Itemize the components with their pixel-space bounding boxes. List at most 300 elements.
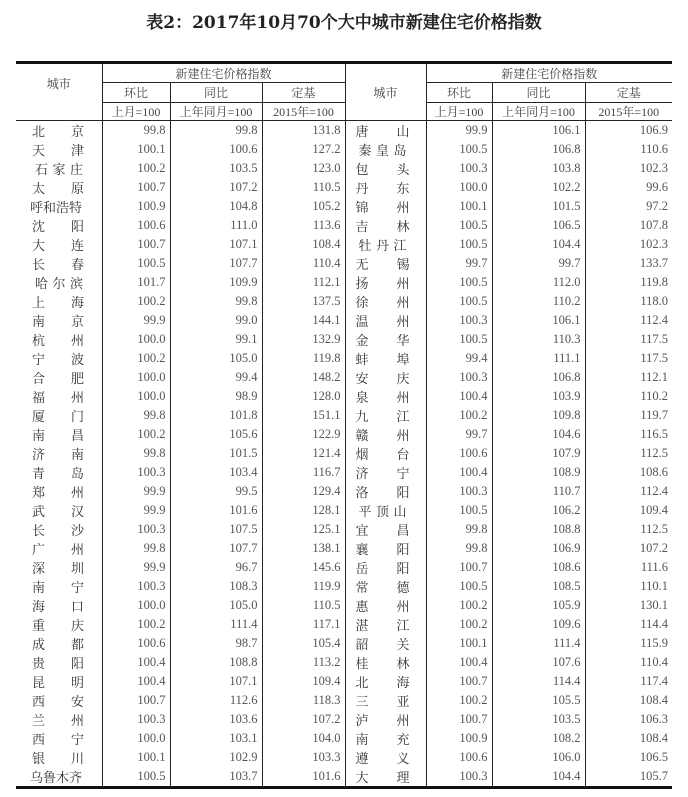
city-name: 牡丹江: [358, 239, 407, 254]
table-row: [16, 387, 672, 406]
huanbi-cell-right: 100.1: [426, 634, 492, 653]
dingji-cell-right: 115.9: [640, 636, 669, 650]
city-name: 厦门: [32, 410, 84, 425]
dingji-cell-right: 108.4: [639, 731, 669, 745]
dingji-cell-left: 110.5: [262, 596, 345, 615]
tongbi-cell-right: 107.9: [492, 444, 585, 463]
city-name: 泸州: [355, 714, 410, 729]
dingji-cell-left: 132.9: [262, 330, 345, 349]
huanbi-cell-left: 100.3: [102, 577, 170, 596]
city-name: 无锡: [355, 258, 410, 273]
city-cell-right: [345, 311, 426, 330]
dingji-cell-right: 102.3: [639, 237, 669, 251]
dingji-cell-left: 119.9: [262, 577, 345, 596]
table-row: [16, 121, 672, 141]
tongbi-cell-left: 98.9: [170, 387, 262, 406]
dingji-cell-right: 118.0: [640, 294, 669, 308]
city-cell-left: [16, 577, 102, 596]
huanbi-cell-right: 100.2: [426, 406, 492, 425]
city-name: 湛江: [355, 619, 410, 634]
tongbi-cell-right: 114.4: [492, 672, 585, 691]
city-cell-right: [345, 482, 426, 501]
huanbi-cell-left: 99.8: [102, 444, 170, 463]
table-row: [16, 311, 672, 330]
city-cell-right: [345, 387, 426, 406]
city-cell-right: [345, 615, 426, 634]
city-name: 扬州: [355, 277, 410, 292]
dingji-cell-left: 145.6: [262, 558, 345, 577]
city-name: 杭州: [32, 334, 84, 349]
huanbi-cell-right: 100.5: [426, 216, 492, 235]
huanbi-cell-right: 100.4: [426, 463, 492, 482]
huanbi-cell-left: 100.4: [102, 672, 170, 691]
city-name: 哈尔滨: [35, 277, 83, 292]
city-cell-left: [16, 254, 102, 273]
city-name: 九江: [355, 410, 410, 425]
dingji-cell-left: 144.1: [262, 311, 345, 330]
huanbi-cell-left: 100.0: [102, 330, 170, 349]
huanbi-cell-left: 101.7: [102, 273, 170, 292]
dingji-cell-right: 112.1: [640, 370, 669, 384]
table-row: [16, 235, 672, 254]
huanbi-cell-right: 100.5: [426, 235, 492, 254]
huanbi-cell-left: 100.1: [102, 748, 170, 767]
tongbi-cell-right: 106.1: [492, 311, 585, 330]
city-cell-left: [16, 311, 102, 330]
tongbi-cell-left: 107.7: [170, 539, 262, 558]
huanbi-cell-right: 99.9: [426, 121, 492, 141]
huanbi-cell-right: 100.5: [426, 501, 492, 520]
table-row: [16, 634, 672, 653]
table-row: [16, 691, 672, 710]
huanbi-cell-left: 99.8: [102, 406, 170, 425]
city-name: 丹东: [355, 182, 410, 197]
dingji-cell-right: 97.2: [646, 199, 669, 213]
city-cell-right: [345, 406, 426, 425]
dingji-cell-left: 116.7: [262, 463, 345, 482]
table-row: [16, 653, 672, 672]
city-cell-left: [16, 463, 102, 482]
dingji-cell-left: 128.1: [262, 501, 345, 520]
city-cell-left: [16, 634, 102, 653]
dingji-cell-right: 117.4: [640, 674, 669, 688]
city-name: 蚌埠: [355, 353, 410, 368]
tongbi-cell-right: 103.5: [492, 710, 585, 729]
city-cell-left: [16, 235, 102, 254]
city-name: 广州: [32, 543, 84, 558]
column-header-dingji-right: 定基: [585, 83, 672, 103]
city-cell-right: [345, 596, 426, 615]
dingji-cell-right: 116.5: [640, 427, 669, 441]
huanbi-cell-right: 100.5: [426, 577, 492, 596]
huanbi-cell-right: 100.3: [426, 159, 492, 178]
city-cell-left: [16, 292, 102, 311]
city-name: 北海: [355, 676, 410, 691]
city-cell-right: [345, 178, 426, 197]
base-label-dingji-left: 2015年=100: [262, 103, 345, 121]
city-cell-left: [16, 387, 102, 406]
city-cell-left: [16, 691, 102, 710]
city-name: 韶关: [355, 638, 410, 653]
huanbi-cell-left: 100.9: [102, 197, 170, 216]
dingji-cell-left: 117.1: [262, 615, 345, 634]
city-name: 烟台: [355, 448, 410, 463]
table-row: [16, 140, 672, 159]
city-name: 惠州: [355, 600, 410, 615]
base-label-huanbi-right: 上月=100: [426, 103, 492, 121]
tongbi-cell-right: 111.4: [492, 634, 585, 653]
dingji-cell-left: 113.2: [262, 653, 345, 672]
tongbi-cell-right: 108.5: [492, 577, 585, 596]
huanbi-cell-right: 100.6: [426, 748, 492, 767]
huanbi-cell-left: 100.0: [102, 368, 170, 387]
tongbi-cell-right: 109.8: [492, 406, 585, 425]
city-name: 长春: [32, 258, 84, 273]
city-name: 徐州: [355, 296, 410, 311]
city-cell-right: [345, 520, 426, 539]
city-name: 岳阳: [355, 562, 410, 577]
table-row: [16, 254, 672, 273]
dingji-cell-right: 111.6: [640, 560, 669, 574]
tongbi-cell-left: 101.5: [170, 444, 262, 463]
huanbi-cell-right: 100.4: [426, 653, 492, 672]
huanbi-cell-left: 99.9: [102, 558, 170, 577]
tongbi-cell-right: 110.7: [492, 482, 585, 501]
city-cell-right: [345, 273, 426, 292]
tongbi-cell-right: 102.2: [492, 178, 585, 197]
huanbi-cell-right: 100.3: [426, 311, 492, 330]
city-name: 唐山: [355, 125, 410, 140]
dingji-cell-right: 117.5: [640, 332, 669, 346]
huanbi-cell-right: 100.0: [426, 178, 492, 197]
tongbi-cell-right: 103.8: [492, 159, 585, 178]
tongbi-cell-left: 107.1: [170, 672, 262, 691]
huanbi-cell-left: 100.2: [102, 349, 170, 368]
huanbi-cell-left: 100.6: [102, 216, 170, 235]
city-name: 武汉: [32, 505, 84, 520]
tongbi-cell-left: 103.6: [170, 710, 262, 729]
tongbi-cell-right: 106.5: [492, 216, 585, 235]
city-cell-right: [345, 558, 426, 577]
huanbi-cell-left: 100.0: [102, 729, 170, 748]
tongbi-cell-left: 98.7: [170, 634, 262, 653]
tongbi-cell-left: 96.7: [170, 558, 262, 577]
dingji-cell-right: 107.8: [639, 218, 669, 232]
city-name: 西安: [32, 695, 84, 710]
table-row: [16, 349, 672, 368]
table-row: [16, 216, 672, 235]
tongbi-cell-left: 103.4: [170, 463, 262, 482]
tongbi-cell-left: 112.6: [170, 691, 262, 710]
table-row: [16, 672, 672, 691]
column-header-tongbi-left: 同比: [170, 83, 262, 103]
tongbi-cell-left: 99.1: [170, 330, 262, 349]
city-cell-left: [16, 710, 102, 729]
city-cell-right: [345, 159, 426, 178]
dingji-cell-right: 110.2: [640, 389, 669, 403]
huanbi-cell-left: 100.7: [102, 691, 170, 710]
city-cell-right: [345, 767, 426, 788]
huanbi-cell-right: 99.7: [426, 425, 492, 444]
city-name: 北京: [32, 125, 84, 140]
city-name: 济宁: [355, 467, 410, 482]
dingji-cell-left: 105.2: [262, 197, 345, 216]
huanbi-cell-right: 100.5: [426, 140, 492, 159]
huanbi-cell-right: 100.3: [426, 368, 492, 387]
city-name: 襄阳: [355, 543, 410, 558]
tongbi-cell-right: 104.4: [492, 767, 585, 788]
huanbi-cell-right: 100.1: [426, 197, 492, 216]
tongbi-cell-right: 99.7: [492, 254, 585, 273]
city-cell-left: [16, 444, 102, 463]
column-header-dingji-left: 定基: [262, 83, 345, 103]
city-cell-left: [16, 368, 102, 387]
tongbi-cell-left: 111.0: [170, 216, 262, 235]
city-cell-left: [16, 159, 102, 178]
base-label-dingji-right: 2015年=100: [585, 103, 672, 121]
tongbi-cell-left: 103.1: [170, 729, 262, 748]
tongbi-cell-right: 112.0: [492, 273, 585, 292]
huanbi-cell-left: 99.8: [102, 539, 170, 558]
dingji-cell-right: 108.4: [639, 693, 669, 707]
tongbi-cell-left: 102.9: [170, 748, 262, 767]
city-name: 天津: [32, 144, 84, 159]
city-cell-right: [345, 140, 426, 159]
tongbi-cell-left: 103.7: [170, 767, 262, 788]
city-cell-left: [16, 216, 102, 235]
city-name: 秦皇岛: [358, 144, 407, 159]
city-cell-right: [345, 121, 426, 141]
table-row: [16, 539, 672, 558]
table-row: [16, 558, 672, 577]
city-name: 深圳: [32, 562, 84, 577]
table-row: [16, 178, 672, 197]
huanbi-cell-right: 100.7: [426, 710, 492, 729]
dingji-cell-right: 108.6: [639, 465, 669, 479]
dingji-cell-right: 106.3: [639, 712, 669, 726]
city-cell-left: [16, 121, 102, 141]
city-name: 南充: [355, 733, 410, 748]
dingji-cell-right: 106.9: [639, 123, 669, 137]
group-header-left: 新建住宅价格指数: [102, 63, 345, 83]
table-row: [16, 767, 672, 788]
city-cell-left: [16, 330, 102, 349]
huanbi-cell-left: 100.7: [102, 178, 170, 197]
base-label-tongbi-right: 上年同月=100: [492, 103, 585, 121]
huanbi-cell-left: 100.5: [102, 254, 170, 273]
city-name: 郑州: [32, 486, 84, 501]
tongbi-cell-left: 99.8: [170, 121, 262, 141]
city-name: 赣州: [355, 429, 410, 444]
city-name: 石家庄: [35, 163, 83, 178]
huanbi-cell-right: 100.7: [426, 558, 492, 577]
dingji-cell-right: 110.6: [640, 142, 669, 156]
city-cell-left: [16, 273, 102, 292]
table-row: [16, 330, 672, 349]
city-name: 洛阳: [355, 486, 410, 501]
tongbi-cell-left: 108.8: [170, 653, 262, 672]
city-name: 沈阳: [32, 220, 84, 235]
tongbi-cell-right: 106.1: [492, 121, 585, 141]
dingji-cell-left: 119.8: [262, 349, 345, 368]
base-label-tongbi-left: 上年同月=100: [170, 103, 262, 121]
city-name: 济南: [32, 448, 84, 463]
dingji-cell-right: 99.6: [646, 180, 669, 194]
column-header-city-left-spacer: [16, 103, 102, 121]
city-cell-left: [16, 615, 102, 634]
tongbi-cell-left: 99.5: [170, 482, 262, 501]
city-cell-right: [345, 368, 426, 387]
table-row: [16, 596, 672, 615]
city-cell-left: [16, 520, 102, 539]
city-name: 遵义: [355, 752, 410, 767]
dingji-cell-left: 128.0: [262, 387, 345, 406]
dingji-cell-right: 114.4: [640, 617, 669, 631]
city-name: 重庆: [32, 619, 84, 634]
tongbi-cell-right: 105.5: [492, 691, 585, 710]
city-cell-left: [16, 501, 102, 520]
dingji-cell-left: 122.9: [262, 425, 345, 444]
tongbi-cell-right: 110.2: [492, 292, 585, 311]
city-name: 银川: [32, 752, 84, 767]
dingji-cell-left: 113.6: [262, 216, 345, 235]
city-name: 包头: [355, 163, 410, 178]
tongbi-cell-right: 103.9: [492, 387, 585, 406]
city-name: 锦州: [355, 201, 410, 216]
dingji-cell-left: 105.4: [262, 634, 345, 653]
dingji-cell-right: 119.8: [640, 275, 669, 289]
tongbi-cell-right: 105.9: [492, 596, 585, 615]
huanbi-cell-right: 100.2: [426, 615, 492, 634]
dingji-cell-left: 123.0: [262, 159, 345, 178]
city-cell-left: [16, 767, 102, 788]
huanbi-cell-right: 99.7: [426, 254, 492, 273]
dingji-cell-right: 112.4: [640, 484, 669, 498]
table-row: [16, 501, 672, 520]
dingji-cell-left: 148.2: [262, 368, 345, 387]
city-cell-right: [345, 501, 426, 520]
table-row: [16, 406, 672, 425]
city-name: 吉林: [355, 220, 410, 235]
dingji-cell-left: 129.4: [262, 482, 345, 501]
dingji-cell-left: 118.3: [262, 691, 345, 710]
dingji-cell-right: 133.7: [639, 256, 669, 270]
city-name: 兰州: [32, 714, 84, 729]
table-row: [16, 368, 672, 387]
table-row: [16, 273, 672, 292]
city-cell-left: [16, 425, 102, 444]
price-index-table: [16, 61, 672, 789]
city-name: 大连: [32, 239, 84, 254]
city-cell-right: [345, 729, 426, 748]
city-name: 西宁: [32, 733, 84, 748]
city-cell-left: [16, 197, 102, 216]
city-name: 南宁: [32, 581, 84, 596]
table-row: [16, 197, 672, 216]
city-name: 温州: [355, 315, 410, 330]
tongbi-cell-right: 108.8: [492, 520, 585, 539]
dingji-cell-left: 125.1: [262, 520, 345, 539]
city-name: 昆明: [32, 676, 84, 691]
city-name: 宜昌: [355, 524, 410, 539]
city-name: 宁波: [32, 353, 84, 368]
tongbi-cell-left: 107.7: [170, 254, 262, 273]
city-name: 乌鲁木齐: [30, 771, 83, 786]
huanbi-cell-right: 100.3: [426, 767, 492, 788]
tongbi-cell-right: 101.5: [492, 197, 585, 216]
column-header-huanbi-left: 环比: [102, 83, 170, 103]
city-cell-left: [16, 406, 102, 425]
huanbi-cell-right: 100.5: [426, 273, 492, 292]
dingji-cell-left: 110.5: [262, 178, 345, 197]
city-name: 成都: [32, 638, 84, 653]
table-row: [16, 159, 672, 178]
tongbi-cell-right: 111.1: [492, 349, 585, 368]
city-cell-left: [16, 558, 102, 577]
city-cell-left: [16, 653, 102, 672]
huanbi-cell-right: 100.2: [426, 596, 492, 615]
huanbi-cell-right: 100.7: [426, 672, 492, 691]
city-cell-right: [345, 634, 426, 653]
tongbi-cell-left: 101.8: [170, 406, 262, 425]
city-cell-right: [345, 710, 426, 729]
dingji-cell-right: 107.2: [639, 541, 669, 555]
tongbi-cell-left: 109.9: [170, 273, 262, 292]
city-name: 南京: [32, 315, 84, 330]
city-cell-left: [16, 539, 102, 558]
base-label-huanbi-left: 上月=100: [102, 103, 170, 121]
huanbi-cell-left: 100.7: [102, 235, 170, 254]
table-row: [16, 615, 672, 634]
city-name: 大理: [355, 771, 410, 786]
dingji-cell-left: 109.4: [262, 672, 345, 691]
tongbi-cell-left: 99.8: [170, 292, 262, 311]
city-cell-left: [16, 596, 102, 615]
tongbi-cell-left: 107.2: [170, 178, 262, 197]
city-cell-right: [345, 577, 426, 596]
city-cell-right: [345, 216, 426, 235]
table-row: [16, 482, 672, 501]
city-cell-right: [345, 748, 426, 767]
city-cell-right: [345, 653, 426, 672]
dingji-cell-left: 103.3: [262, 748, 345, 767]
tongbi-cell-left: 103.5: [170, 159, 262, 178]
city-cell-right: [345, 425, 426, 444]
huanbi-cell-left: 100.2: [102, 159, 170, 178]
tongbi-cell-right: 106.2: [492, 501, 585, 520]
tongbi-cell-left: 107.5: [170, 520, 262, 539]
tongbi-cell-right: 108.9: [492, 463, 585, 482]
city-cell-right: [345, 235, 426, 254]
huanbi-cell-left: 100.1: [102, 140, 170, 159]
city-name: 泉州: [355, 391, 410, 406]
city-cell-right: [345, 672, 426, 691]
city-name: 南昌: [32, 429, 84, 444]
tongbi-cell-right: 106.8: [492, 368, 585, 387]
table-row: [16, 577, 672, 596]
huanbi-cell-right: 100.4: [426, 387, 492, 406]
dingji-cell-right: 112.4: [640, 313, 669, 327]
tongbi-cell-left: 104.8: [170, 197, 262, 216]
table-row: [16, 710, 672, 729]
tongbi-cell-right: 107.6: [492, 653, 585, 672]
dingji-cell-right: 119.7: [640, 408, 669, 422]
huanbi-cell-right: 100.6: [426, 444, 492, 463]
dingji-cell-right: 110.4: [640, 655, 669, 669]
table-row: [16, 729, 672, 748]
city-name: 上海: [32, 296, 84, 311]
tongbi-cell-right: 106.8: [492, 140, 585, 159]
